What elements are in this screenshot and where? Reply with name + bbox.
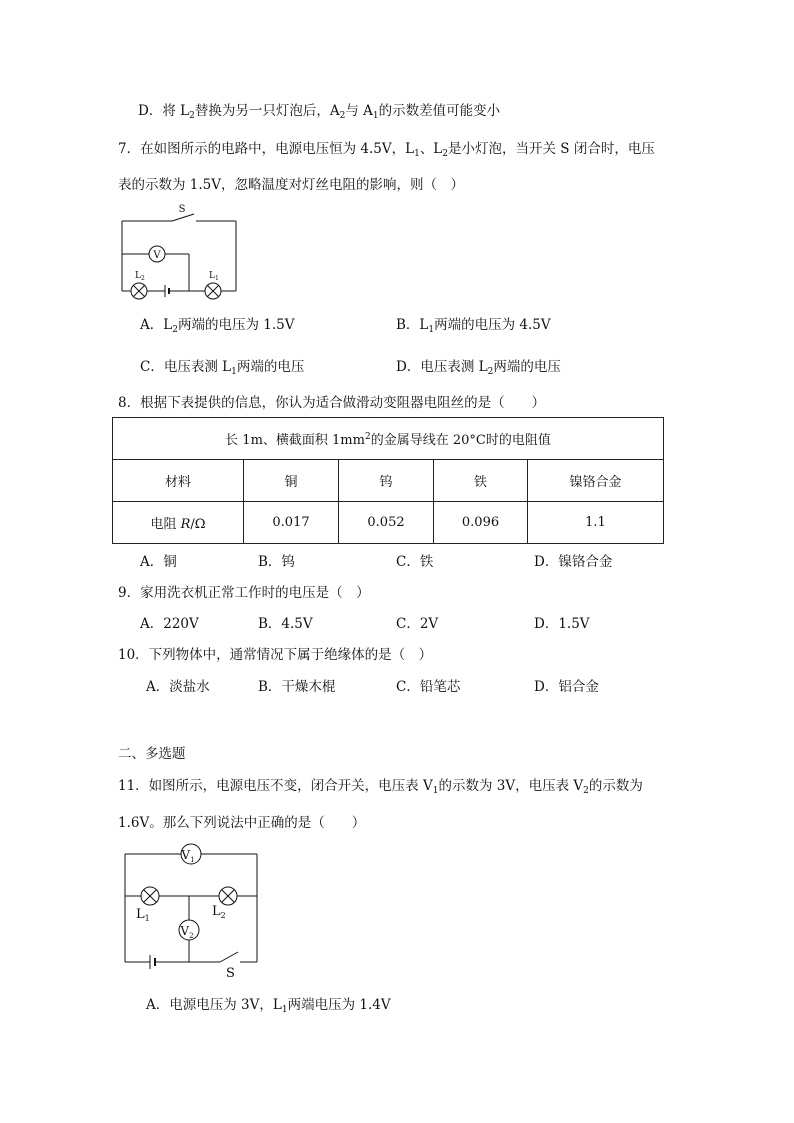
q9-option-c[interactable]: C．2V	[396, 616, 439, 632]
q11-circuit-diagram	[116, 838, 266, 980]
q8-option-a[interactable]: A．铜	[140, 554, 177, 570]
table-cell: 镍铬合金	[528, 460, 664, 502]
section-heading: 二、多选题	[118, 746, 186, 762]
q11-lamp-l1-icon	[141, 887, 159, 905]
q11-stem-line2: 1.6V。那么下列说法中正确的是（ ）	[118, 815, 366, 831]
q7-option-b[interactable]: B．$L_1$两端的电压为 4.5V	[396, 317, 551, 335]
q9-option-b[interactable]: B．4.5V	[258, 616, 313, 632]
q7-option-a[interactable]: A．$L_2$两端的电压为 1.5V	[140, 317, 295, 335]
table-cell: 1.1	[528, 502, 664, 544]
table-title: 长 1m、横截面积 $1mm^2$的金属导线在 20°C时的电阻值	[113, 418, 664, 460]
resistance-table	[112, 417, 664, 544]
q10-option-c[interactable]: C．铅笔芯	[396, 679, 461, 695]
table-cell: 0.052	[339, 502, 434, 544]
q8-option-c[interactable]: C．铁	[396, 554, 434, 570]
table-cell: 0.096	[434, 502, 528, 544]
q10-stem: 10．下列物体中，通常情况下属于绝缘体的是（ ）	[118, 647, 433, 663]
q9-option-a[interactable]: A．220V	[140, 616, 199, 632]
table-row-values	[113, 502, 664, 544]
q7-stem-line1: 7．在如图所示的电路中，电源电压恒为 4.5V，$L_1$、$L_2$是小灯泡，当开关 S 闭合时，电压	[118, 141, 655, 159]
table-cell: 钨	[339, 460, 434, 502]
table-cell: 材料	[113, 460, 244, 502]
q7-lamp-l2-icon	[131, 283, 147, 299]
q9-stem: 9．家用洗衣机正常工作时的电压是（ ）	[118, 585, 370, 601]
table-cell: 铜	[244, 460, 339, 502]
q9-option-d[interactable]: D．1.5V	[534, 616, 590, 632]
q10-option-d[interactable]: D．铝合金	[534, 679, 599, 695]
q11-voltmeter-v2-icon	[179, 920, 199, 940]
q8-stem: 8．根据下表提供的信息，你认为适合做滑动变阻器电阻丝的是（ ）	[118, 395, 546, 411]
q7-lamp-l2-label: $L_2$	[135, 271, 145, 282]
q7-lamp-l1-label: $L_1$	[209, 271, 219, 282]
table-cell: 0.017	[244, 502, 339, 544]
q11-v2-label: $V_2$	[180, 924, 194, 940]
q8-option-b[interactable]: B．钨	[258, 554, 295, 570]
q11-voltmeter-v1-icon	[180, 844, 201, 864]
table-cell: 电阻 R/Ω	[113, 502, 244, 544]
table-cell: 铁	[434, 460, 528, 502]
q7-voltmeter-label: V	[153, 250, 161, 261]
table-title-row	[113, 418, 664, 460]
q7-option-c[interactable]: C．电压表测 $L_1$两端的电压	[140, 359, 305, 377]
q10-option-b[interactable]: B．干燥木棍	[258, 679, 336, 695]
table-row-materials	[113, 460, 664, 502]
q7-circuit-diagram	[112, 200, 244, 304]
q6-option-d: D．将 $L_2$替换为另一只灯泡后，$A_2$与 $A_1$的示数差值可能变小	[138, 103, 501, 121]
q7-stem-line2: 表的示数为 1.5V，忽略温度对灯丝电阻的影响，则（ ）	[118, 177, 465, 193]
q11-v1-label: $V_1$	[181, 848, 195, 864]
q10-option-a[interactable]: A．淡盐水	[146, 679, 210, 695]
q7-option-d[interactable]: D．电压表测 $L_2$两端的电压	[396, 359, 561, 377]
q8-option-d[interactable]: D．镍铬合金	[534, 554, 613, 570]
q7-switch-label: S	[178, 204, 186, 215]
q11-l2-label: $L_2$	[212, 904, 226, 920]
q11-l1-label: $L_1$	[136, 907, 150, 923]
q7-voltmeter-icon	[149, 246, 165, 262]
q11-lamp-l2-icon	[219, 887, 237, 905]
q11-option-a[interactable]: A．电源电压为 3V，$L_1$两端电压为 1.4V	[146, 997, 391, 1015]
q7-lamp-l1-icon	[205, 283, 221, 299]
q11-switch-label: S	[226, 966, 235, 980]
q11-stem-line1: 11．如图所示，电源电压不变，闭合开关，电压表 $V_1$的示数为 3V，电压表 $V_2$的示数为	[118, 778, 643, 796]
